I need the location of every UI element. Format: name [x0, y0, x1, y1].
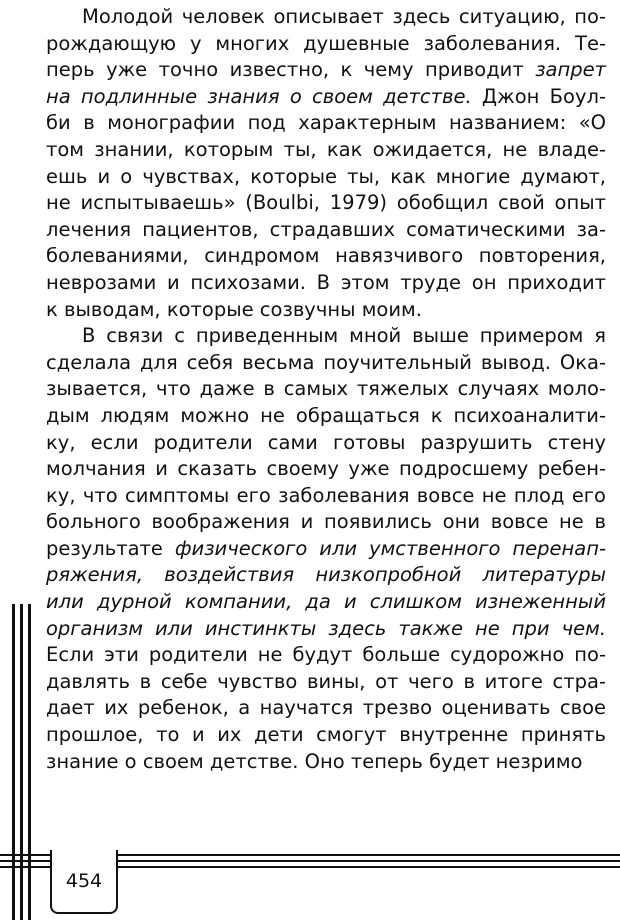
text-line: би в монографии под характерным названием: «О	[46, 111, 606, 135]
text-line: том знании, которым ты, как ожидается, не владе-	[46, 137, 606, 161]
italic-run: организм или инстинкты здесь также не при чем.	[46, 616, 606, 640]
text-line: ешь и о чувствах, которые ты, как многие думают,	[46, 164, 606, 188]
text-line	[46, 589, 606, 616]
text-line	[46, 562, 606, 589]
text-line: болеваниями, синдромом навязчивого повторения,	[46, 244, 606, 268]
margin-bar	[12, 604, 15, 920]
text-line: не испытываешь» (Boulbi, 1979) обобщил свой опыт	[46, 191, 606, 215]
margin-decoration	[10, 604, 36, 920]
text-line: давлять в себе чувство вины, от чего в итоге стра-	[46, 669, 606, 693]
text-run: перь уже точно известно, к чему приводит	[46, 58, 536, 82]
text-line: к выводам, которые созвучны моим.	[46, 297, 422, 321]
text-line: ку, что симптомы его заболевания вовсе не плод его	[46, 483, 606, 507]
text-line	[46, 616, 606, 643]
italic-run: запрет	[535, 58, 606, 82]
text-line: больного воображения и появились они вовсе не в	[46, 510, 606, 534]
margin-bar	[20, 604, 23, 920]
text-line: дым людям можно не обращаться к психоаналити-	[46, 403, 606, 427]
text-line: В связи с приведенным мной выше примером я	[82, 324, 606, 348]
text-line: сделала для себя весьма поучительный вывод. Ока-	[46, 350, 606, 374]
text-line: зывается, что даже в самых тяжелых случаях моло-	[46, 377, 606, 401]
paragraph-1	[46, 4, 606, 323]
italic-run: или дурной компании, да и слишком изнеженный	[46, 590, 606, 614]
text-line: лечения пациентов, страдавших соматическими за-	[46, 217, 606, 241]
margin-bar	[28, 604, 31, 920]
text-line: прошлое, то и их дети смогут внутренне принять	[46, 723, 606, 747]
text-line: неврозами и психозами. В этом труде он приходит	[46, 270, 606, 294]
text-line	[46, 84, 606, 111]
text-line: Если эти родители не будут больше судорожно по-	[46, 643, 606, 667]
text-line: знание о своем детстве. Оно теперь будет незримо	[46, 749, 583, 773]
text-line: молчания и сказать своему уже подросшему ребен-	[46, 457, 606, 481]
text-line: ку, если родители сами готовы разрушить стену	[46, 430, 606, 454]
text-line	[46, 536, 606, 563]
italic-run: на подлинные знания о своем детстве.	[46, 84, 472, 108]
italic-run: физического или умственного перенап-	[174, 536, 606, 560]
body-text	[46, 4, 606, 775]
text-line: рождающую у многих душевные заболевания. Те-	[46, 31, 606, 55]
italic-run: ряжения, воздействия низкопробной литературы	[46, 563, 606, 587]
text-run: результате	[46, 536, 175, 560]
text-line	[46, 57, 606, 84]
page-number: 454	[50, 850, 118, 914]
text-line: дает их ребенок, а научатся трезво оценивать свое	[46, 696, 606, 720]
text-line: Молодой человек описывает здесь ситуацию, по-	[82, 5, 606, 28]
text-run: Джон Боул-	[471, 84, 606, 108]
paragraph-2	[46, 323, 606, 775]
